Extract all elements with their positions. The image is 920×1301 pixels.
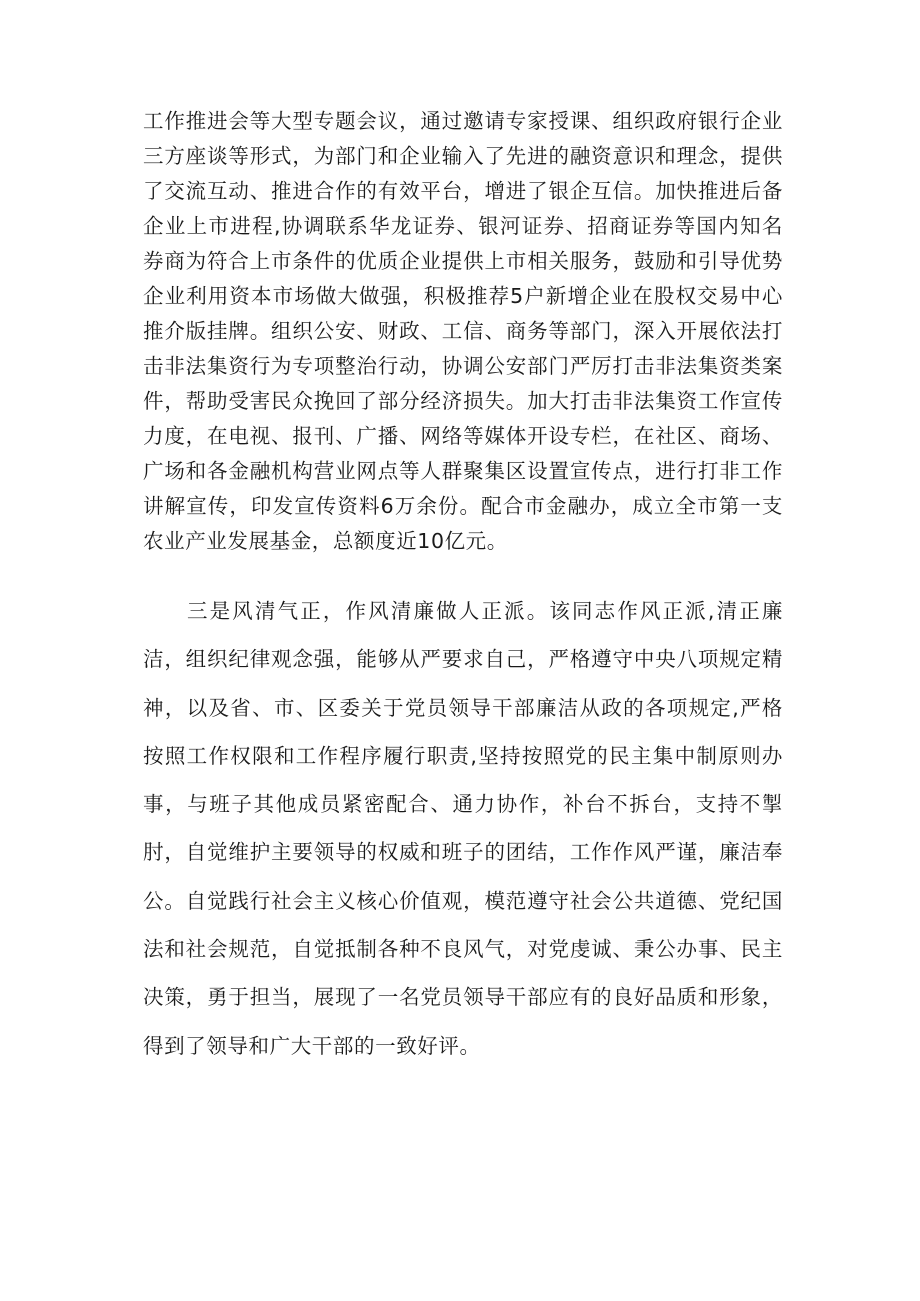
paragraph-financing-work: 工作推进会等大型专题会议，通过邀请专家授课、组织政府银行企业三方座谈等形式，为部门和企业输入了先进的融资意识和理念，提供了交流互动、推进合作的有效平台，增进了银企互信。加快推进后备企业上市进程,协调联系华龙证券、银河证券、招商证券等国内知名券商为符合上市条件的优质企业提供上市相关服务，鼓励和引导优势企业利用资本市场做大做强，积极推荐5户新增企业在股权交易中心推介版挂牌。组织公安、财政、工信、商务等部门，深入开展依法打击非法集资行为专项整治行动，协调公安部门严厉打击非法集资类案件，帮助受害民众挽回了部分经济损失。加大打击非法集资工作宣传力度，在电视、报刊、广播、网络等媒体开设专栏，在社区、商场、广场和各金融机构营业网点等人群聚集区设置宣传点，进行打非工作讲解宣传，印发宣传资料6万余份。配合市金融办，成立全市第一支农业产业发展基金，总额度近10亿元。 bbox=[143, 109, 783, 553]
paragraph-integrity: 三是风清气正，作风清廉做人正派。该同志作风正派,清正廉洁，组织纪律观念强，能够从严要求自己，严格遵守中央八项规定精神，以及省、市、区委关于党员领导干部廉洁从政的各项规定,严格按照工作权限和工作程序履行职责,坚持按照党的民主集中制原则办事，与班子其他成员紧密配合、通力协作，补台不拆台，支持不掣肘，自觉维护主要领导的权威和班子的团结，工作作风严谨，廉洁奉公。自觉践行社会主义核心价值观，模范遵守社会公共道德、党纪国法和社会规范，自觉抵制各种不良风气，对党虔诚、秉公办事、民主决策，勇于担当，展现了一名党员领导干部应有的良好品质和形象，得到了领导和广大干部的一致好评。 bbox=[143, 599, 783, 1058]
